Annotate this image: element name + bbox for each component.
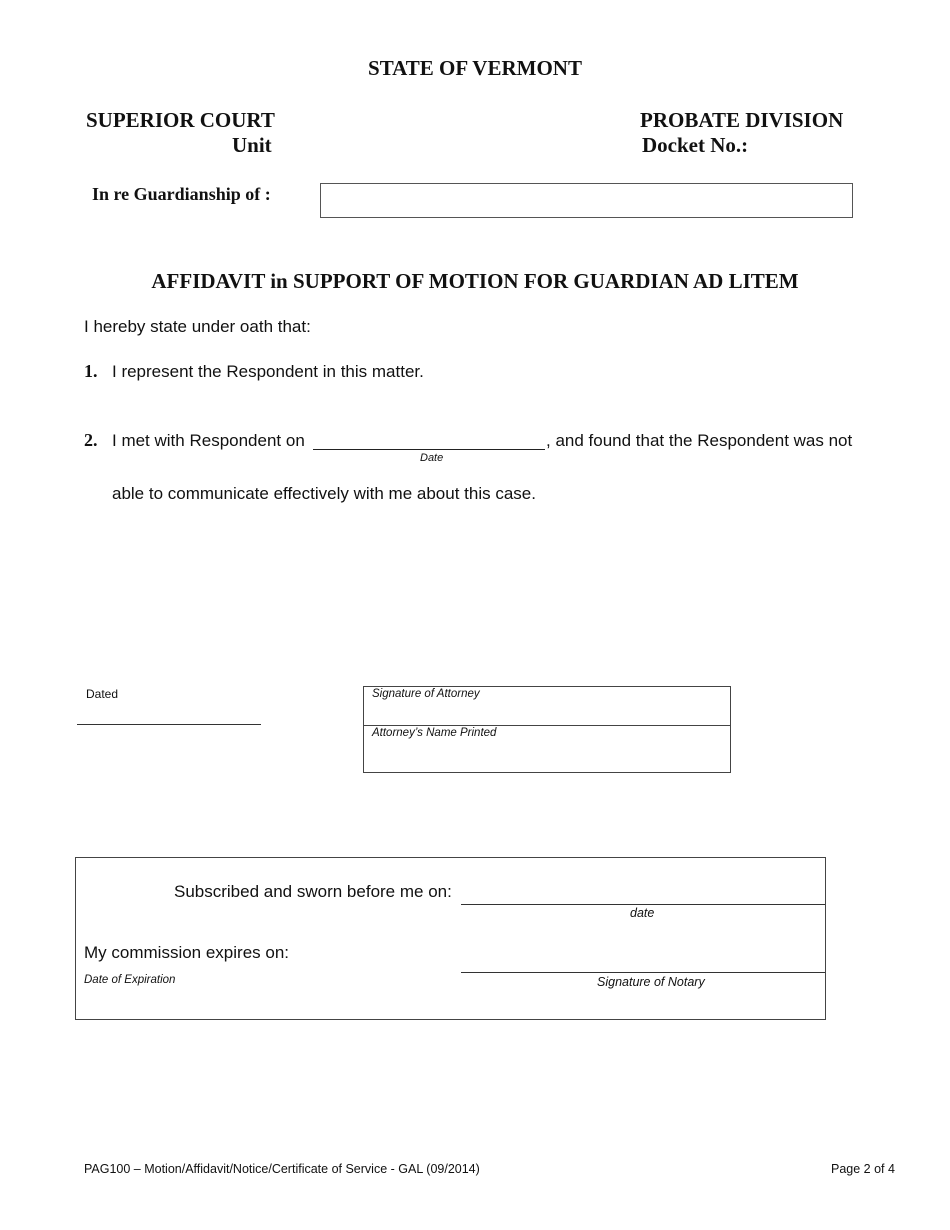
sworn-date-field[interactable]: [461, 904, 825, 905]
attorney-signature-block: [363, 686, 731, 773]
guardianship-name-field[interactable]: [320, 183, 853, 218]
item-1-text: I represent the Respondent in this matter.: [112, 362, 424, 381]
form-id: PAG100 – Motion/Affidavit/Notice/Certificate of Service - GAL (09/2014): [84, 1162, 480, 1176]
subscribed-label: Subscribed and sworn before me on:: [174, 882, 452, 901]
item-2-number: 2.: [84, 430, 98, 450]
item-2-text-continued: able to communicate effectively with me about this case.: [112, 484, 536, 503]
attorney-name-label: Attorney’s Name Printed: [372, 727, 497, 739]
dated-label: Dated: [86, 687, 119, 701]
commission-label: My commission expires on:: [84, 943, 290, 962]
page-number: Page 2 of 4: [831, 1162, 895, 1176]
meeting-date-caption: Date: [420, 452, 444, 464]
notary-block: [75, 857, 826, 1020]
notary-signature-field[interactable]: [461, 972, 825, 973]
sworn-date-caption: date: [630, 906, 655, 920]
court-name: SUPERIOR COURT: [86, 108, 275, 132]
state-title: STATE OF VERMONT: [368, 56, 582, 80]
item-1-number: 1.: [84, 361, 98, 381]
expiration-caption: Date of Expiration: [84, 974, 176, 986]
meeting-date-field[interactable]: [313, 449, 545, 450]
unit-label: Unit: [232, 133, 272, 157]
item-2-text-after: , and found that the Respondent was not: [546, 431, 853, 450]
notary-signature-caption: Signature of Notary: [597, 975, 705, 989]
signature-divider: [364, 725, 730, 726]
in-re-label: In re Guardianship of :: [92, 184, 271, 204]
document-title: AFFIDAVIT in SUPPORT OF MOTION FOR GUARDIAN AD LITEM: [151, 269, 799, 293]
attorney-signature-label: Signature of Attorney: [372, 688, 480, 700]
division-name: PROBATE DIVISION: [640, 108, 844, 132]
item-2-text-before: I met with Respondent on: [112, 431, 305, 450]
oath-intro: I hereby state under oath that:: [84, 317, 311, 336]
dated-field[interactable]: [77, 724, 261, 725]
docket-label: Docket No.:: [642, 133, 749, 157]
